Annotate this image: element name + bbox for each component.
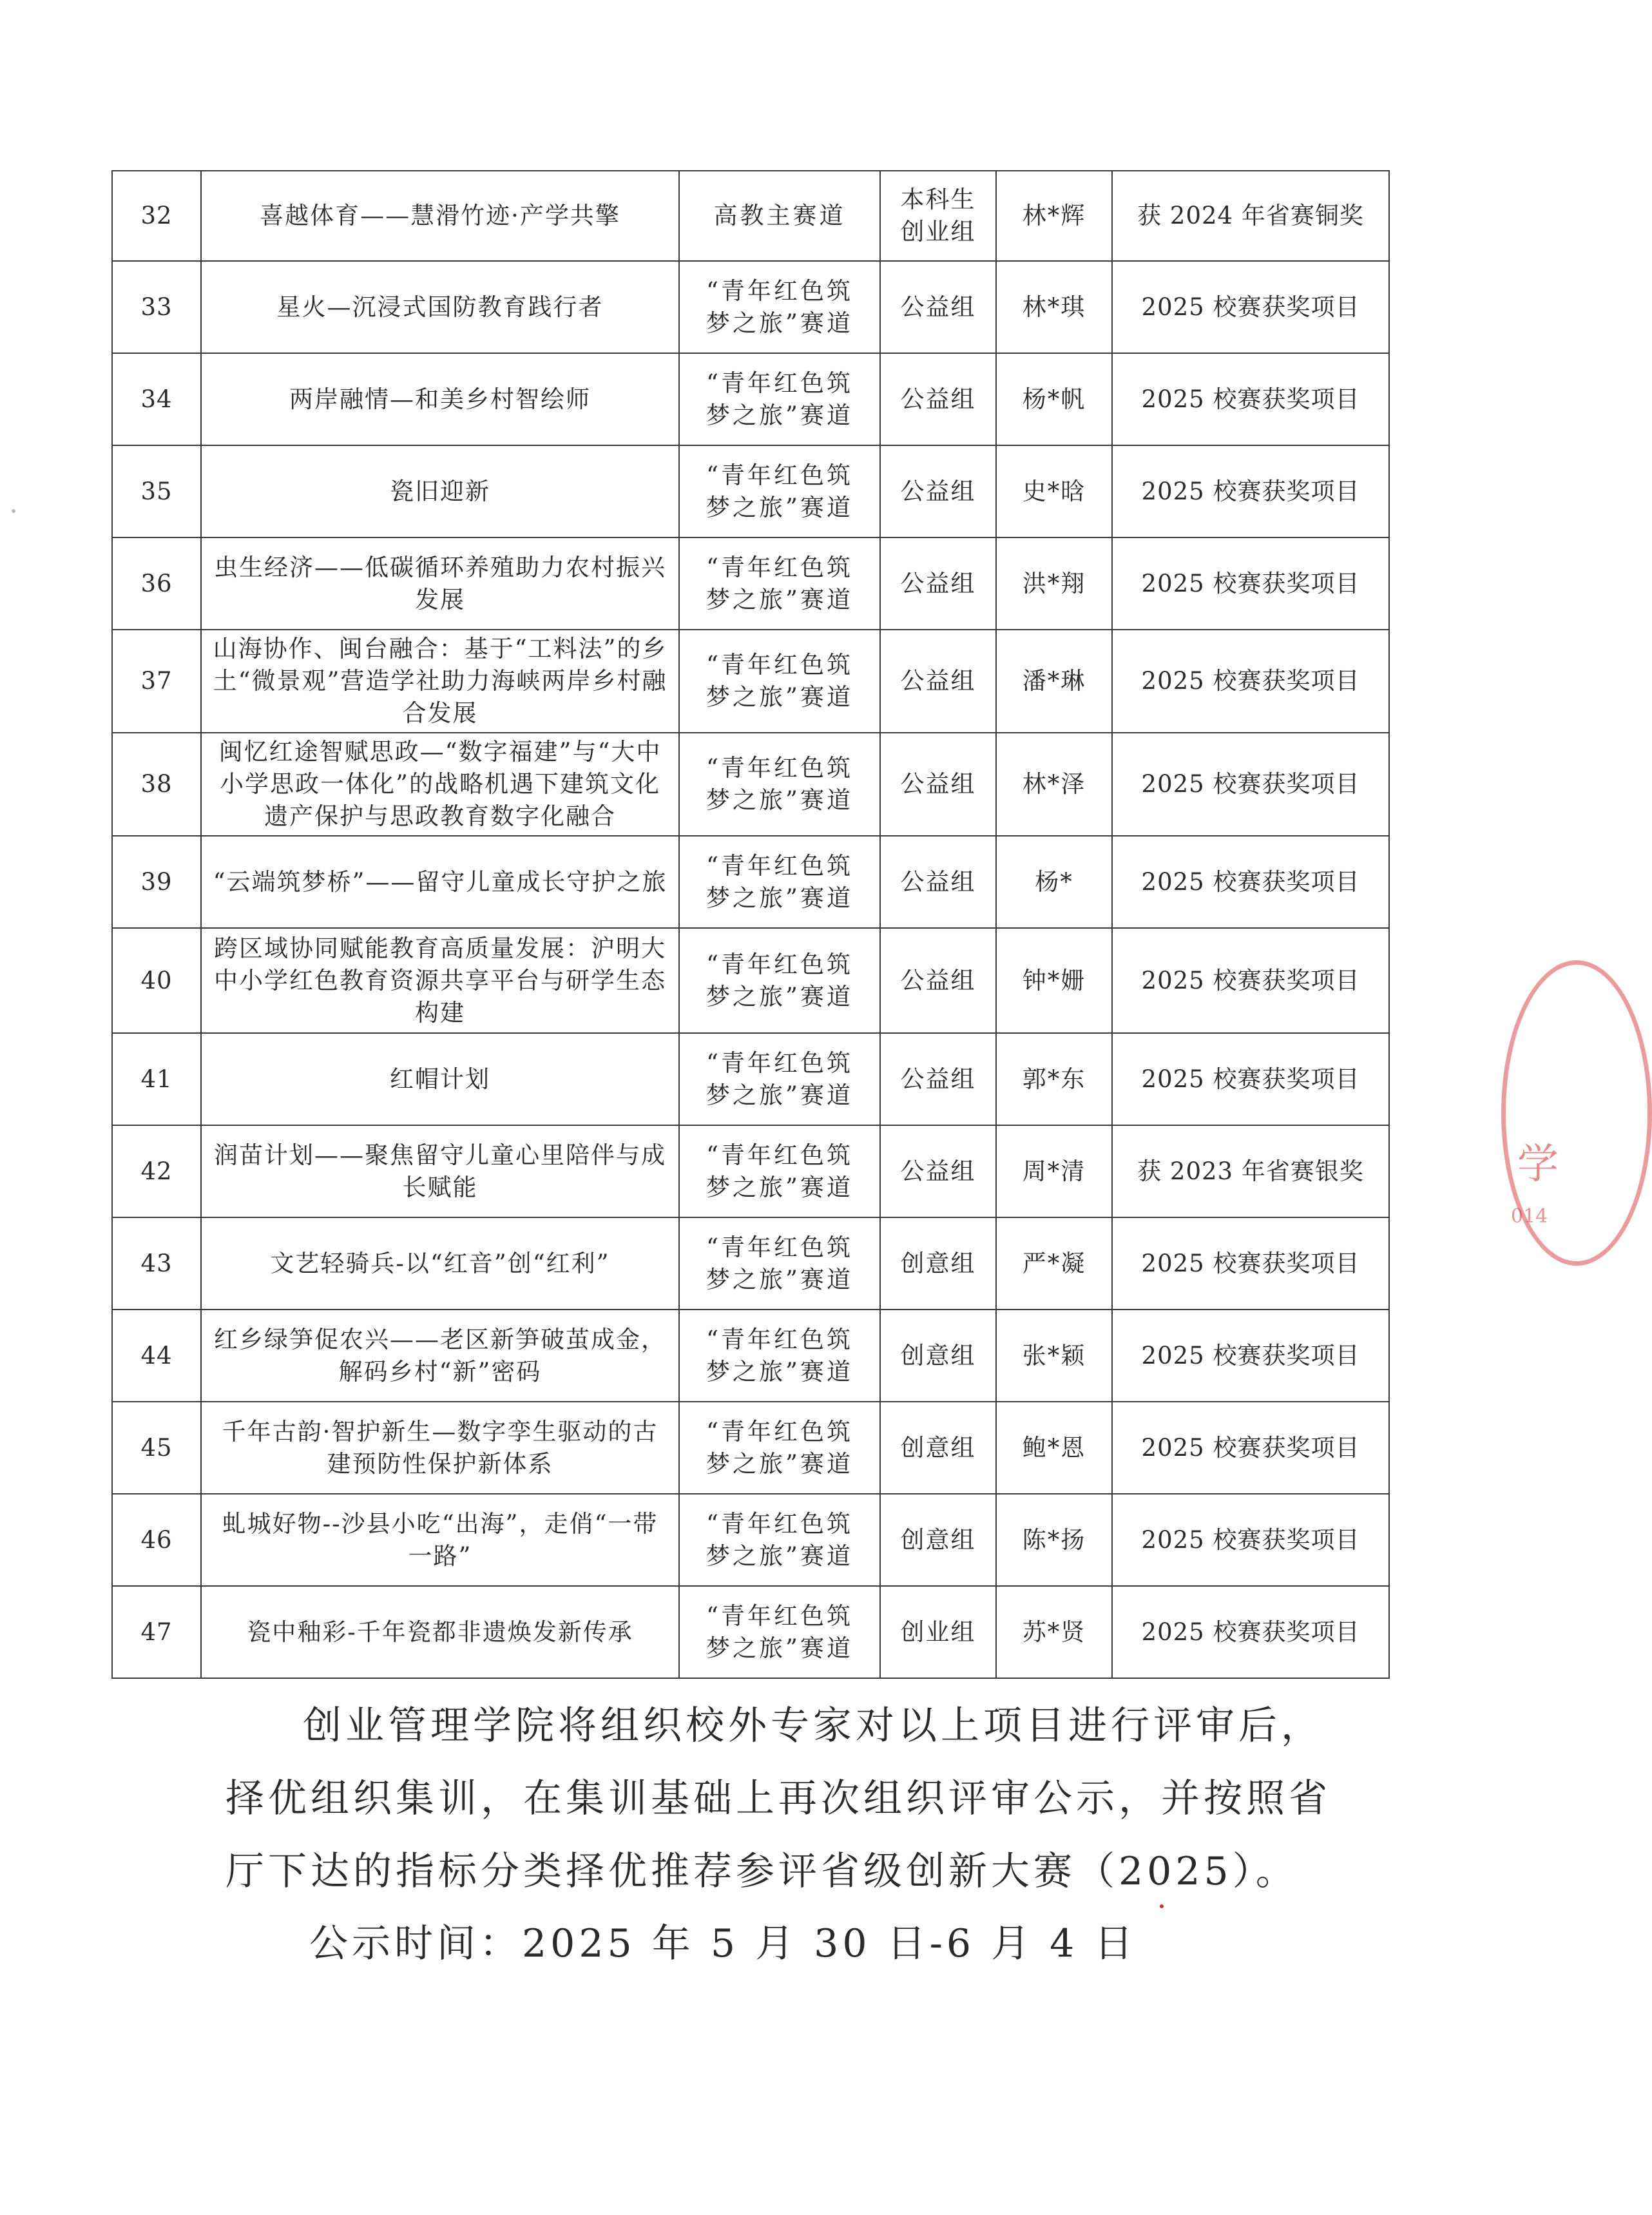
competition-track: “青年红色筑 梦之旅”赛道: [679, 261, 880, 353]
competition-track: “青年红色筑 梦之旅”赛道: [679, 445, 880, 537]
project-name: 文艺轻骑兵-以“红音”创“红利”: [201, 1217, 679, 1310]
project-name: 喜越体育——慧滑竹迹·产学共擎: [201, 171, 679, 261]
competition-track: “青年红色筑 梦之旅”赛道: [679, 1217, 880, 1310]
scan-speck: [12, 509, 15, 513]
award-note: 2025 校赛获奖项目: [1112, 630, 1389, 733]
project-leader: 林*辉: [996, 171, 1112, 261]
project-leader: 鲍*恩: [996, 1402, 1112, 1494]
table-row: [112, 1125, 1389, 1217]
project-table: [111, 170, 1390, 1679]
award-note: 2025 校赛获奖项目: [1112, 733, 1389, 836]
table-row: [112, 1586, 1389, 1678]
award-note: 2025 校赛获奖项目: [1112, 1310, 1389, 1402]
award-note: 获 2023 年省赛银奖: [1112, 1125, 1389, 1217]
project-name: 千年古韵·智护新生—数字孪生驱动的古建预防性保护新体系: [201, 1402, 679, 1494]
table-row: [112, 630, 1389, 733]
project-leader: 严*凝: [996, 1217, 1112, 1310]
project-leader: 陈*扬: [996, 1494, 1112, 1586]
project-leader: 潘*琳: [996, 630, 1112, 733]
group-category: 公益组: [880, 733, 996, 836]
competition-track: “青年红色筑 梦之旅”赛道: [679, 537, 880, 630]
row-number: 38: [112, 733, 201, 836]
table-row: [112, 1494, 1389, 1586]
project-leader: 林*泽: [996, 733, 1112, 836]
project-name: 虫生经济——低碳循环养殖助力农村振兴发展: [201, 537, 679, 630]
row-number: 36: [112, 537, 201, 630]
row-number: 34: [112, 353, 201, 445]
project-name: 两岸融情—和美乡村智绘师: [201, 353, 679, 445]
row-number: 47: [112, 1586, 201, 1678]
table-row: [112, 1217, 1389, 1310]
project-leader: 周*清: [996, 1125, 1112, 1217]
project-name: 润苗计划——聚焦留守儿童心里陪伴与成长赋能: [201, 1125, 679, 1217]
table-row: [112, 1033, 1389, 1125]
closing-line-2: 择优组织集训，在集训基础上再次组织评审公示，并按照省: [226, 1776, 1331, 1821]
project-name: 星火—沉浸式国防教育践行者: [201, 261, 679, 353]
award-note: 2025 校赛获奖项目: [1112, 537, 1389, 630]
competition-track: “青年红色筑 梦之旅”赛道: [679, 928, 880, 1033]
table-row: [112, 171, 1389, 261]
row-number: 45: [112, 1402, 201, 1494]
closing-line-3: 厅下达的指标分类择优推荐参评省级创新大赛（2025）。: [226, 1849, 1298, 1894]
group-category: 本科生 创业组: [880, 171, 996, 261]
project-name: 瓷旧迎新: [201, 445, 679, 537]
row-number: 39: [112, 836, 201, 928]
row-number: 32: [112, 171, 201, 261]
award-note: 2025 校赛获奖项目: [1112, 1402, 1389, 1494]
award-note: 2025 校赛获奖项目: [1112, 353, 1389, 445]
award-note: 2025 校赛获奖项目: [1112, 836, 1389, 928]
row-number: 43: [112, 1217, 201, 1310]
group-category: 公益组: [880, 1125, 996, 1217]
competition-track: “青年红色筑 梦之旅”赛道: [679, 1494, 880, 1586]
award-note: 2025 校赛获奖项目: [1112, 1217, 1389, 1310]
row-number: 37: [112, 630, 201, 733]
award-note: 2025 校赛获奖项目: [1112, 1494, 1389, 1586]
group-category: 公益组: [880, 261, 996, 353]
table-row: [112, 445, 1389, 537]
award-note: 2025 校赛获奖项目: [1112, 1586, 1389, 1678]
competition-track: “青年红色筑 梦之旅”赛道: [679, 733, 880, 836]
announcement-period: 公示时间：2025 年 5 月 30 日-6 月 4 日: [309, 1921, 1137, 1966]
group-category: 公益组: [880, 1033, 996, 1125]
award-note: 2025 校赛获奖项目: [1112, 261, 1389, 353]
group-category: 创意组: [880, 1402, 996, 1494]
competition-track: “青年红色筑 梦之旅”赛道: [679, 836, 880, 928]
table-row: [112, 537, 1389, 630]
project-leader: 杨*帆: [996, 353, 1112, 445]
group-category: 公益组: [880, 928, 996, 1033]
competition-track: “青年红色筑 梦之旅”赛道: [679, 630, 880, 733]
project-name: 红帽计划: [201, 1033, 679, 1125]
row-number: 42: [112, 1125, 201, 1217]
project-name: 闽忆红途智赋思政—“数字福建”与“大中小学思政一体化”的战略机遇下建筑文化遗产保护与思政教育数字化融合: [201, 733, 679, 836]
project-name: 虬城好物--沙县小吃“出海”，走俏“一带一路”: [201, 1494, 679, 1586]
project-leader: 张*颖: [996, 1310, 1112, 1402]
table-row: [112, 836, 1389, 928]
group-category: 公益组: [880, 537, 996, 630]
row-number: 40: [112, 928, 201, 1033]
project-name: “云端筑梦桥”——留守儿童成长守护之旅: [201, 836, 679, 928]
scan-speck: [1160, 1904, 1164, 1908]
project-leader: 杨*: [996, 836, 1112, 928]
row-number: 44: [112, 1310, 201, 1402]
project-leader: 林*琪: [996, 261, 1112, 353]
project-leader: 史*晗: [996, 445, 1112, 537]
group-category: 公益组: [880, 445, 996, 537]
group-category: 公益组: [880, 353, 996, 445]
award-note: 2025 校赛获奖项目: [1112, 445, 1389, 537]
group-category: 创意组: [880, 1310, 996, 1402]
official-seal-text: 学: [1517, 1141, 1559, 1188]
row-number: 46: [112, 1494, 201, 1586]
award-note: 2025 校赛获奖项目: [1112, 928, 1389, 1033]
row-number: 33: [112, 261, 201, 353]
project-leader: 洪*翔: [996, 537, 1112, 630]
project-name: 跨区域协同赋能教育高质量发展：沪明大中小学红色教育资源共享平台与研学生态构建: [201, 928, 679, 1033]
project-leader: 郭*东: [996, 1033, 1112, 1125]
competition-track: “青年红色筑 梦之旅”赛道: [679, 1402, 880, 1494]
award-note: 获 2024 年省赛铜奖: [1112, 171, 1389, 261]
project-name: 瓷中釉彩-千年瓷都非遗焕发新传承: [201, 1586, 679, 1678]
competition-track: “青年红色筑 梦之旅”赛道: [679, 1310, 880, 1402]
competition-track: “青年红色筑 梦之旅”赛道: [679, 353, 880, 445]
competition-track: “青年红色筑 梦之旅”赛道: [679, 1125, 880, 1217]
competition-track: “青年红色筑 梦之旅”赛道: [679, 1586, 880, 1678]
project-name: 红乡绿笋促农兴——老区新笋破茧成金，解码乡村“新”密码: [201, 1310, 679, 1402]
group-category: 公益组: [880, 630, 996, 733]
project-table-body: [112, 171, 1389, 1678]
group-category: 创业组: [880, 1586, 996, 1678]
table-row: [112, 353, 1389, 445]
project-leader: 钟*姗: [996, 928, 1112, 1033]
row-number: 35: [112, 445, 201, 537]
table-row: [112, 928, 1389, 1033]
competition-track: 高教主赛道: [679, 171, 880, 261]
official-seal-number: 014: [1511, 1205, 1548, 1228]
group-category: 创意组: [880, 1494, 996, 1586]
table-row: [112, 1402, 1389, 1494]
group-category: 公益组: [880, 836, 996, 928]
project-name: 山海协作、闽台融合：基于“工料法”的乡土“微景观”营造学社助力海峡两岸乡村融合发展: [201, 630, 679, 733]
closing-line-1: 创业管理学院将组织校外专家对以上项目进行评审后，: [303, 1703, 1323, 1748]
competition-track: “青年红色筑 梦之旅”赛道: [679, 1033, 880, 1125]
table-row: [112, 1310, 1389, 1402]
row-number: 41: [112, 1033, 201, 1125]
project-leader: 苏*贤: [996, 1586, 1112, 1678]
table-row: [112, 261, 1389, 353]
group-category: 创意组: [880, 1217, 996, 1310]
table-row: [112, 733, 1389, 836]
award-note: 2025 校赛获奖项目: [1112, 1033, 1389, 1125]
